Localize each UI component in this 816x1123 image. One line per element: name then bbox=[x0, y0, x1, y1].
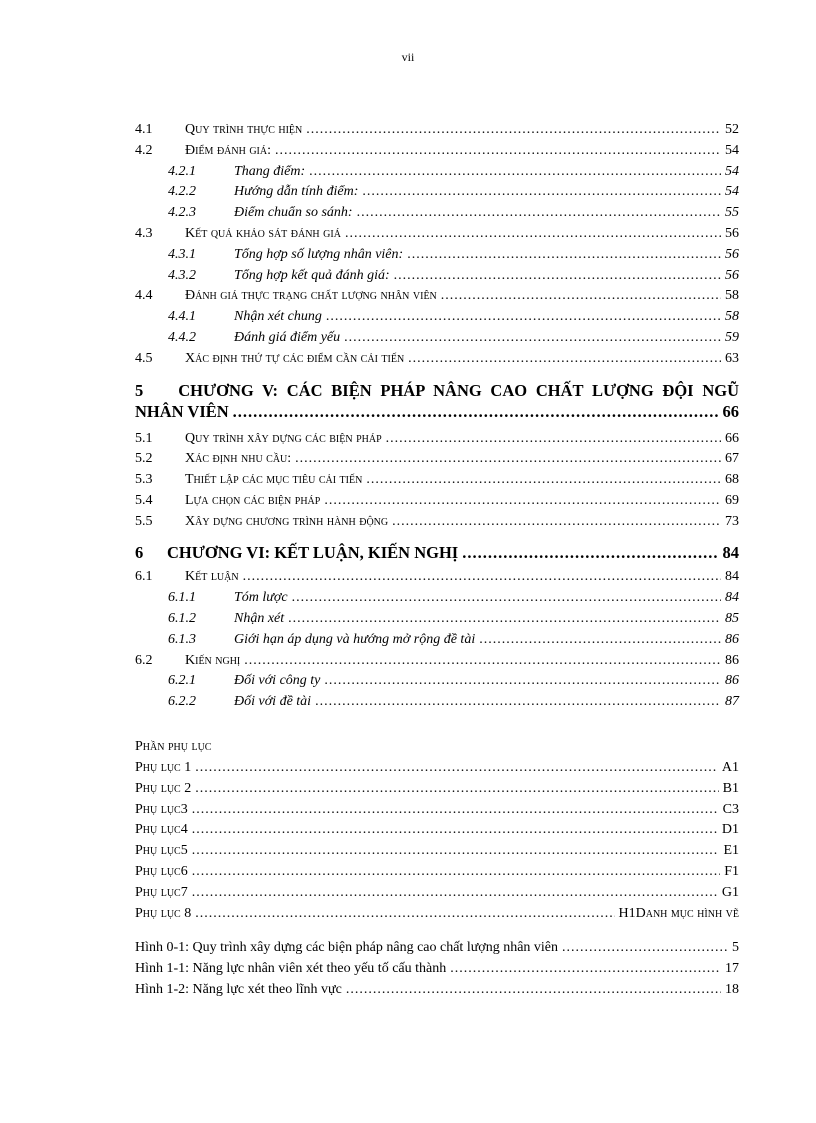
toc-entry[interactable]: 6.1.3 Giới hạn áp dụng và hướng mở rộng đề tài ..... 86 bbox=[135, 632, 739, 653]
toc-chapter5-sections bbox=[135, 431, 739, 535]
figure-list bbox=[135, 940, 739, 1002]
appendix-entry[interactable]: Phụ lục6 ..... F1 bbox=[135, 864, 739, 885]
appendix-entry[interactable]: Phụ lục5 ..... E1 bbox=[135, 843, 739, 864]
toc-entry[interactable]: 5.2 Xác định nhu cầu: ..... 67 bbox=[135, 451, 739, 472]
toc-entry[interactable]: 5.3 Thiết lập các mục tiêu cải tiến ..... 68 bbox=[135, 472, 739, 493]
toc-entry[interactable]: 6.1.1 Tóm lược ..... 84 bbox=[135, 590, 739, 611]
toc-chapter-5[interactable]: 5 CHƯƠNG V: CÁC BIỆN PHÁP NÂNG CAO CHẤT LƯỢNG ĐỘI NGŨ NHÂN VIÊN ..... 66 bbox=[135, 379, 739, 425]
toc-entry[interactable]: 4.5 Xác định thứ tự các điểm cần cải tiến ..... 63 bbox=[135, 351, 739, 372]
appendix-entry[interactable]: Phụ lục4 ..... D1 bbox=[135, 822, 739, 843]
toc-entry[interactable]: 4.2.2 Hướng dẫn tính điểm: ..... 54 bbox=[135, 184, 739, 205]
toc-entry[interactable]: 5.4 Lựa chọn các biện pháp ..... 69 bbox=[135, 493, 739, 514]
toc-entry[interactable]: 6.1.2 Nhận xét ..... 85 bbox=[135, 611, 739, 632]
toc-chapter4-sections bbox=[135, 122, 739, 372]
toc-chapter-6[interactable]: 6 CHƯƠNG VI: KẾT LUẬN, KIẾN NGHỊ ..... 84 bbox=[135, 543, 739, 564]
toc-entry[interactable]: 4.4.1 Nhận xét chung ..... 58 bbox=[135, 309, 739, 330]
page-number: vii bbox=[401, 50, 415, 64]
toc-entry[interactable]: 5.5 Xây dựng chương trình hành động ..... 73 bbox=[135, 514, 739, 535]
toc-entry[interactable]: 4.1 Quy trình thực hiện ..... 52 bbox=[135, 122, 739, 143]
toc-entry[interactable]: 4.4 Đánh giá thực trạng chất lượng nhân viên ..... 58 bbox=[135, 288, 739, 309]
toc-entry[interactable]: 6.2 Kiến nghị ..... 86 bbox=[135, 653, 739, 674]
toc-entry[interactable]: 4.3.2 Tổng hợp kết quả đánh giá: ..... 56 bbox=[135, 268, 739, 289]
toc-entry[interactable]: 4.2.3 Điểm chuẩn so sánh: ..... 55 bbox=[135, 205, 739, 226]
figure-entry[interactable]: Hình 0-1: Quy trình xây dựng các biện pháp nâng cao chất lượng nhân viên ..... 5 bbox=[135, 940, 739, 961]
table-of-contents bbox=[135, 122, 739, 1003]
toc-entry[interactable]: 6.2.2 Đối với đề tài ..... 87 bbox=[135, 694, 739, 715]
appendix-entry[interactable]: Phụ lục7 ..... G1 bbox=[135, 885, 739, 906]
toc-entry[interactable]: 4.3 Kết quả khảo sát đánh giá ..... 56 bbox=[135, 226, 739, 247]
figure-entry[interactable]: Hình 1-1: Năng lực nhân viên xét theo yếu tố cấu thành ..... 17 bbox=[135, 961, 739, 982]
figure-entry[interactable]: Hình 1-2: Năng lực xét theo lĩnh vực ..... 18 bbox=[135, 982, 739, 1003]
toc-chapter6-sections bbox=[135, 569, 739, 715]
appendix-list bbox=[135, 760, 739, 926]
appendix-entry[interactable]: Phụ lục3 ..... C3 bbox=[135, 802, 739, 823]
toc-entry[interactable]: 4.3.1 Tổng hợp số lượng nhân viên: ..... 56 bbox=[135, 247, 739, 268]
appendix-entry[interactable]: Phụ lục 8 ..... H1Danh mục hình vẽ bbox=[135, 906, 739, 927]
toc-entry[interactable]: 4.4.2 Đánh giá điểm yếu ..... 59 bbox=[135, 330, 739, 351]
toc-entry[interactable]: 4.2.1 Thang điểm: ..... 54 bbox=[135, 164, 739, 185]
appendix-entry[interactable]: Phụ lục 1 ..... A1 bbox=[135, 760, 739, 781]
toc-entry[interactable]: 5.1 Quy trình xây dựng các biện pháp ..... 66 bbox=[135, 431, 739, 452]
appendix-entry[interactable]: Phụ lục 2 ..... B1 bbox=[135, 781, 739, 802]
appendix-heading: Phần phụ lục bbox=[135, 738, 212, 754]
toc-entry[interactable]: 6.2.1 Đối với công ty ..... 86 bbox=[135, 673, 739, 694]
toc-entry[interactable]: 4.2 Điểm đánh giá: ..... 54 bbox=[135, 143, 739, 164]
toc-entry[interactable]: 6.1 Kết luận ..... 84 bbox=[135, 569, 739, 590]
